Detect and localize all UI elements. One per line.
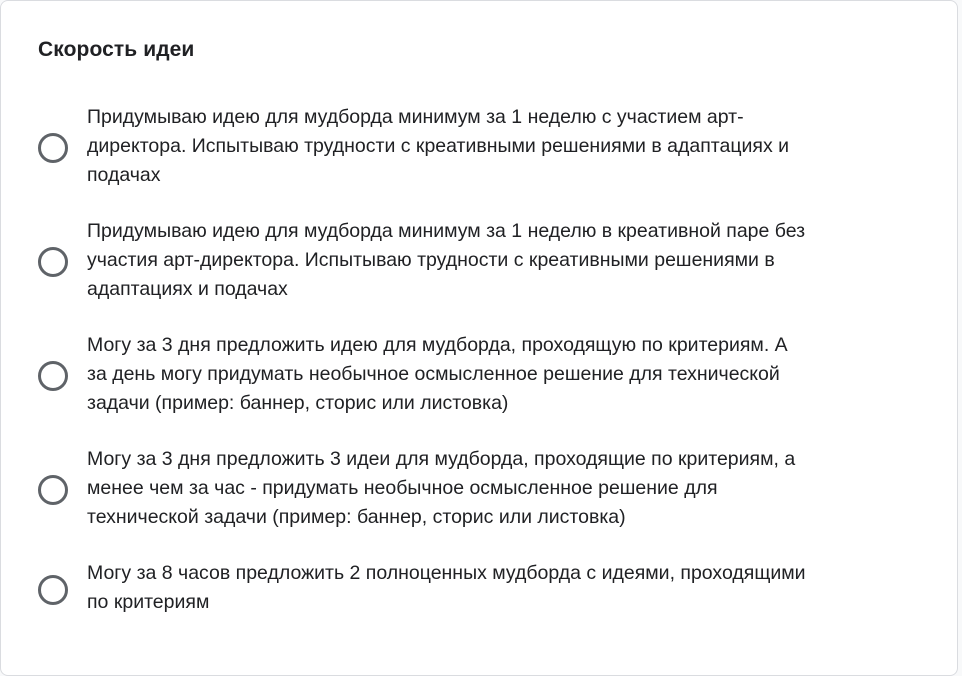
radio-option-label[interactable]: Придумываю идею для мудборда минимум за 1 неделю в креативной паре без участия арт-директора. Испытываю трудности с креативными решениями в адаптациях и подачах [87, 220, 806, 300]
radio-button-4[interactable] [38, 475, 68, 505]
radio-option-label[interactable]: Могу за 3 дня предложить 3 идеи для мудборда, проходящие по критериям, а менее чем за час - придумать необычное осмысленное решение для технической задачи (пример: баннер, сторис или листовка) [87, 448, 796, 528]
radio-button-5[interactable] [38, 575, 68, 605]
radio-button-1[interactable] [38, 133, 68, 163]
radio-option-label[interactable]: Могу за 3 дня предложить идею для мудборда, проходящую по критериям. А за день могу придумать необычное осмысленное решение для технической задачи (пример: баннер, сторис или листовка) [87, 334, 788, 414]
radio-button-2[interactable] [38, 247, 68, 277]
question-title: Скорость идеи [38, 38, 195, 61]
radio-option-4[interactable] [1, 443, 959, 557]
radio-group [1, 101, 959, 647]
radio-button-3[interactable] [38, 361, 68, 391]
radio-option-1[interactable] [1, 101, 959, 215]
radio-option-label[interactable]: Придумываю идею для мудборда минимум за 1 неделю с участием арт- директора. Испытываю трудности с креативными решениями в адаптациях и подачах [87, 106, 789, 186]
radio-option-5[interactable] [1, 557, 959, 647]
radio-option-3[interactable] [1, 329, 959, 443]
radio-option-2[interactable] [1, 215, 959, 329]
radio-option-label[interactable]: Могу за 8 часов предложить 2 полноценных мудборда с идеями, проходящими по критериям [87, 562, 806, 613]
